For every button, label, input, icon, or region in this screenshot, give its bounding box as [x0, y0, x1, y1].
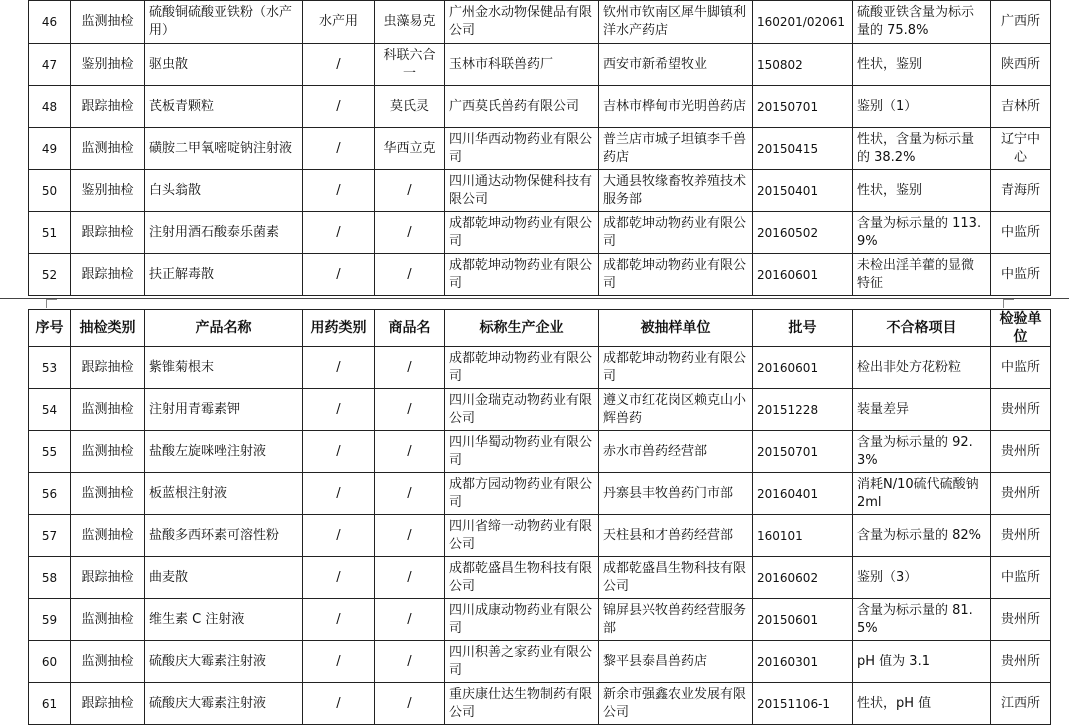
cell-inspection-type: 跟踪抽检: [71, 212, 145, 254]
cell-product-name: 板蓝根注射液: [145, 473, 303, 515]
cell-batch-no: 20150601: [753, 599, 853, 641]
cell-trade-name: 虫藻易克: [375, 1, 445, 44]
crop-mark: [1003, 299, 1014, 308]
cell-usage-category: /: [303, 515, 375, 557]
cell-testing-unit: 贵州所: [991, 599, 1051, 641]
cell-sampled-unit: 大通县牧缘畜牧养殖技术服务部: [599, 170, 753, 212]
cell-serial-no: 61: [29, 683, 71, 725]
cell-failed-item: 性状，鉴别: [853, 170, 991, 212]
cell-product-name: 硫酸铜硫酸亚铁粉（水产用）: [145, 1, 303, 44]
table-header-row: [29, 310, 1051, 347]
cell-product-name: 注射用青霉素钾: [145, 389, 303, 431]
cell-product-name: 驱虫散: [145, 44, 303, 86]
cell-trade-name: /: [375, 347, 445, 389]
table-row: [29, 641, 1051, 683]
cell-manufacturer: 四川金瑞克动物药业有限公司: [445, 389, 599, 431]
cell-sampled-unit: 西安市新希望牧业: [599, 44, 753, 86]
cell-trade-name: /: [375, 431, 445, 473]
cell-batch-no: 20151228: [753, 389, 853, 431]
cell-manufacturer: 四川积善之家药业有限公司: [445, 641, 599, 683]
inspection-table: [28, 309, 1051, 725]
cell-serial-no: 50: [29, 170, 71, 212]
cell-trade-name: /: [375, 599, 445, 641]
cell-product-name: 磺胺二甲氧嘧啶钠注射液: [145, 128, 303, 170]
cell-batch-no: 20151106-1: [753, 683, 853, 725]
cell-failed-item: 含量为标示量的 113.9%: [853, 212, 991, 254]
header-sampled-unit: 被抽样单位: [599, 310, 753, 347]
table-row: [29, 170, 1051, 212]
cell-manufacturer: 四川华西动物药业有限公司: [445, 128, 599, 170]
cell-usage-category: /: [303, 170, 375, 212]
cell-serial-no: 57: [29, 515, 71, 557]
cell-usage-category: /: [303, 347, 375, 389]
cell-trade-name: /: [375, 641, 445, 683]
cell-testing-unit: 广西所: [991, 1, 1051, 44]
cell-product-name: 维生素 C 注射液: [145, 599, 303, 641]
table-row: [29, 515, 1051, 557]
header-serial-no: 序号: [29, 310, 71, 347]
cell-usage-category: /: [303, 683, 375, 725]
cell-inspection-type: 监测抽检: [71, 1, 145, 44]
cell-inspection-type: 监测抽检: [71, 641, 145, 683]
cell-serial-no: 49: [29, 128, 71, 170]
cell-inspection-type: 监测抽检: [71, 389, 145, 431]
cell-serial-no: 52: [29, 254, 71, 296]
cell-trade-name: /: [375, 212, 445, 254]
page-divider: [0, 298, 1069, 299]
cell-testing-unit: 吉林所: [991, 86, 1051, 128]
cell-testing-unit: 中监所: [991, 254, 1051, 296]
cell-sampled-unit: 锦屏县兴牧兽药经营服务部: [599, 599, 753, 641]
cell-serial-no: 59: [29, 599, 71, 641]
table-row: [29, 599, 1051, 641]
cell-testing-unit: 中监所: [991, 212, 1051, 254]
cell-failed-item: 性状，含量为标示量的 38.2%: [853, 128, 991, 170]
crop-mark: [46, 299, 57, 308]
cell-inspection-type: 监测抽检: [71, 128, 145, 170]
cell-batch-no: 20150701: [753, 86, 853, 128]
cell-manufacturer: 四川成康动物药业有限公司: [445, 599, 599, 641]
cell-batch-no: 20160301: [753, 641, 853, 683]
cell-serial-no: 55: [29, 431, 71, 473]
cell-inspection-type: 监测抽检: [71, 431, 145, 473]
cell-serial-no: 56: [29, 473, 71, 515]
cell-failed-item: 鉴别（1）: [853, 86, 991, 128]
table-row: [29, 389, 1051, 431]
table-row: [29, 473, 1051, 515]
cell-manufacturer: 成都乾坤动物药业有限公司: [445, 254, 599, 296]
cell-testing-unit: 辽宁中心: [991, 128, 1051, 170]
cell-batch-no: 20160601: [753, 254, 853, 296]
cell-failed-item: pH 值为 3.1: [853, 641, 991, 683]
cell-failed-item: 含量为标示量的 82%: [853, 515, 991, 557]
cell-batch-no: 160201/02061: [753, 1, 853, 44]
cell-usage-category: /: [303, 389, 375, 431]
cell-manufacturer: 四川通达动物保健科技有限公司: [445, 170, 599, 212]
table-row: [29, 128, 1051, 170]
cell-usage-category: /: [303, 473, 375, 515]
cell-product-name: 白头翁散: [145, 170, 303, 212]
cell-serial-no: 53: [29, 347, 71, 389]
cell-batch-no: 20150701: [753, 431, 853, 473]
cell-sampled-unit: 吉林市桦甸市光明兽药店: [599, 86, 753, 128]
cell-failed-item: 检出非处方花粉粒: [853, 347, 991, 389]
cell-product-name: 曲麦散: [145, 557, 303, 599]
cell-manufacturer: 四川省缔一动物药业有限公司: [445, 515, 599, 557]
cell-trade-name: 科联六合一: [375, 44, 445, 86]
header-testing-unit: 检验单位: [991, 310, 1051, 347]
cell-product-name: 扶正解毒散: [145, 254, 303, 296]
cell-usage-category: 水产用: [303, 1, 375, 44]
cell-inspection-type: 跟踪抽检: [71, 254, 145, 296]
header-inspection-type: 抽检类别: [71, 310, 145, 347]
cell-manufacturer: 四川华蜀动物药业有限公司: [445, 431, 599, 473]
cell-failed-item: 未检出淫羊藿的显微特征: [853, 254, 991, 296]
cell-trade-name: /: [375, 515, 445, 557]
table-row: [29, 347, 1051, 389]
cell-usage-category: /: [303, 599, 375, 641]
cell-inspection-type: 跟踪抽检: [71, 86, 145, 128]
cell-usage-category: /: [303, 128, 375, 170]
cell-failed-item: 硫酸亚铁含量为标示量的 75.8%: [853, 1, 991, 44]
cell-serial-no: 51: [29, 212, 71, 254]
cell-testing-unit: 江西所: [991, 683, 1051, 725]
table-row: [29, 86, 1051, 128]
cell-testing-unit: 贵州所: [991, 515, 1051, 557]
cell-usage-category: /: [303, 431, 375, 473]
table-row: [29, 44, 1051, 86]
cell-serial-no: 47: [29, 44, 71, 86]
cell-usage-category: /: [303, 254, 375, 296]
header-batch-no: 批号: [753, 310, 853, 347]
cell-trade-name: /: [375, 473, 445, 515]
header-failed-item: 不合格项目: [853, 310, 991, 347]
table-row: [29, 431, 1051, 473]
cell-failed-item: 性状，鉴别: [853, 44, 991, 86]
cell-serial-no: 60: [29, 641, 71, 683]
cell-batch-no: 20160602: [753, 557, 853, 599]
header-usage-category: 用药类别: [303, 310, 375, 347]
cell-inspection-type: 跟踪抽检: [71, 557, 145, 599]
cell-serial-no: 48: [29, 86, 71, 128]
cell-sampled-unit: 天柱县和才兽药经营部: [599, 515, 753, 557]
cell-trade-name: 华西立克: [375, 128, 445, 170]
cell-inspection-type: 监测抽检: [71, 473, 145, 515]
cell-batch-no: 160101: [753, 515, 853, 557]
cell-inspection-type: 监测抽检: [71, 515, 145, 557]
cell-failed-item: 性状，pH 值: [853, 683, 991, 725]
cell-usage-category: /: [303, 212, 375, 254]
cell-usage-category: /: [303, 44, 375, 86]
cell-sampled-unit: 遵义市红花岗区赖克山小辉兽药: [599, 389, 753, 431]
cell-manufacturer: 成都乾坤动物药业有限公司: [445, 347, 599, 389]
table-row: [29, 1, 1051, 44]
cell-testing-unit: 贵州所: [991, 389, 1051, 431]
cell-trade-name: /: [375, 389, 445, 431]
cell-batch-no: 20150415: [753, 128, 853, 170]
cell-sampled-unit: 黎平县泰昌兽药店: [599, 641, 753, 683]
cell-serial-no: 54: [29, 389, 71, 431]
cell-sampled-unit: 钦州市钦南区犀牛脚镇利洋水产药店: [599, 1, 753, 44]
cell-inspection-type: 跟踪抽检: [71, 347, 145, 389]
cell-manufacturer: 广州金水动物保健品有限公司: [445, 1, 599, 44]
cell-manufacturer: 玉林市科联兽药厂: [445, 44, 599, 86]
cell-batch-no: 150802: [753, 44, 853, 86]
cell-manufacturer: 重庆康仕达生物制药有限公司: [445, 683, 599, 725]
cell-serial-no: 58: [29, 557, 71, 599]
cell-failed-item: 含量为标示量的 81.5%: [853, 599, 991, 641]
cell-inspection-type: 鉴别抽检: [71, 44, 145, 86]
cell-product-name: 硫酸庆大霉素注射液: [145, 683, 303, 725]
cell-usage-category: /: [303, 557, 375, 599]
cell-testing-unit: 贵州所: [991, 431, 1051, 473]
cell-sampled-unit: 成都乾坤动物药业有限公司: [599, 347, 753, 389]
cell-testing-unit: 青海所: [991, 170, 1051, 212]
cell-product-name: 芪板青颗粒: [145, 86, 303, 128]
cell-sampled-unit: 成都乾盛昌生物科技有限公司: [599, 557, 753, 599]
cell-manufacturer: 广西莫氏兽药有限公司: [445, 86, 599, 128]
cell-failed-item: 鉴别（3）: [853, 557, 991, 599]
table-row: [29, 557, 1051, 599]
cell-manufacturer: 成都乾坤动物药业有限公司: [445, 212, 599, 254]
cell-trade-name: /: [375, 170, 445, 212]
cell-inspection-type: 鉴别抽检: [71, 170, 145, 212]
cell-batch-no: 20160601: [753, 347, 853, 389]
cell-product-name: 盐酸多西环素可溶性粉: [145, 515, 303, 557]
cell-sampled-unit: 新余市强鑫农业发展有限公司: [599, 683, 753, 725]
header-trade-name: 商品名: [375, 310, 445, 347]
cell-manufacturer: 成都方园动物药业有限公司: [445, 473, 599, 515]
cell-product-name: 注射用酒石酸泰乐菌素: [145, 212, 303, 254]
cell-testing-unit: 贵州所: [991, 473, 1051, 515]
cell-sampled-unit: 赤水市兽药经营部: [599, 431, 753, 473]
cell-trade-name: /: [375, 557, 445, 599]
cell-trade-name: 莫氏灵: [375, 86, 445, 128]
cell-sampled-unit: 成都乾坤动物药业有限公司: [599, 254, 753, 296]
cell-serial-no: 46: [29, 1, 71, 44]
cell-inspection-type: 监测抽检: [71, 599, 145, 641]
cell-inspection-type: 跟踪抽检: [71, 683, 145, 725]
cell-failed-item: 含量为标示量的 92.3%: [853, 431, 991, 473]
cell-sampled-unit: 普兰店市城子坦镇李千兽药店: [599, 128, 753, 170]
cell-batch-no: 20160502: [753, 212, 853, 254]
cell-batch-no: 20150401: [753, 170, 853, 212]
cell-product-name: 盐酸左旋咪唑注射液: [145, 431, 303, 473]
cell-usage-category: /: [303, 641, 375, 683]
header-product-name: 产品名称: [145, 310, 303, 347]
cell-testing-unit: 陕西所: [991, 44, 1051, 86]
inspection-table-continued: [28, 0, 1051, 296]
cell-trade-name: /: [375, 254, 445, 296]
cell-testing-unit: 贵州所: [991, 641, 1051, 683]
header-manufacturer: 标称生产企业: [445, 310, 599, 347]
cell-batch-no: 20160401: [753, 473, 853, 515]
table-row: [29, 212, 1051, 254]
cell-testing-unit: 中监所: [991, 557, 1051, 599]
cell-product-name: 紫锥菊根末: [145, 347, 303, 389]
cell-sampled-unit: 成都乾坤动物药业有限公司: [599, 212, 753, 254]
cell-manufacturer: 成都乾盛昌生物科技有限公司: [445, 557, 599, 599]
table-row: [29, 683, 1051, 725]
cell-usage-category: /: [303, 86, 375, 128]
cell-testing-unit: 中监所: [991, 347, 1051, 389]
cell-trade-name: /: [375, 683, 445, 725]
cell-sampled-unit: 丹寨县丰牧兽药门市部: [599, 473, 753, 515]
cell-failed-item: 消耗N/10硫代硫酸钠 2ml: [853, 473, 991, 515]
cell-product-name: 硫酸庆大霉素注射液: [145, 641, 303, 683]
table-row: [29, 254, 1051, 296]
cell-failed-item: 装量差异: [853, 389, 991, 431]
